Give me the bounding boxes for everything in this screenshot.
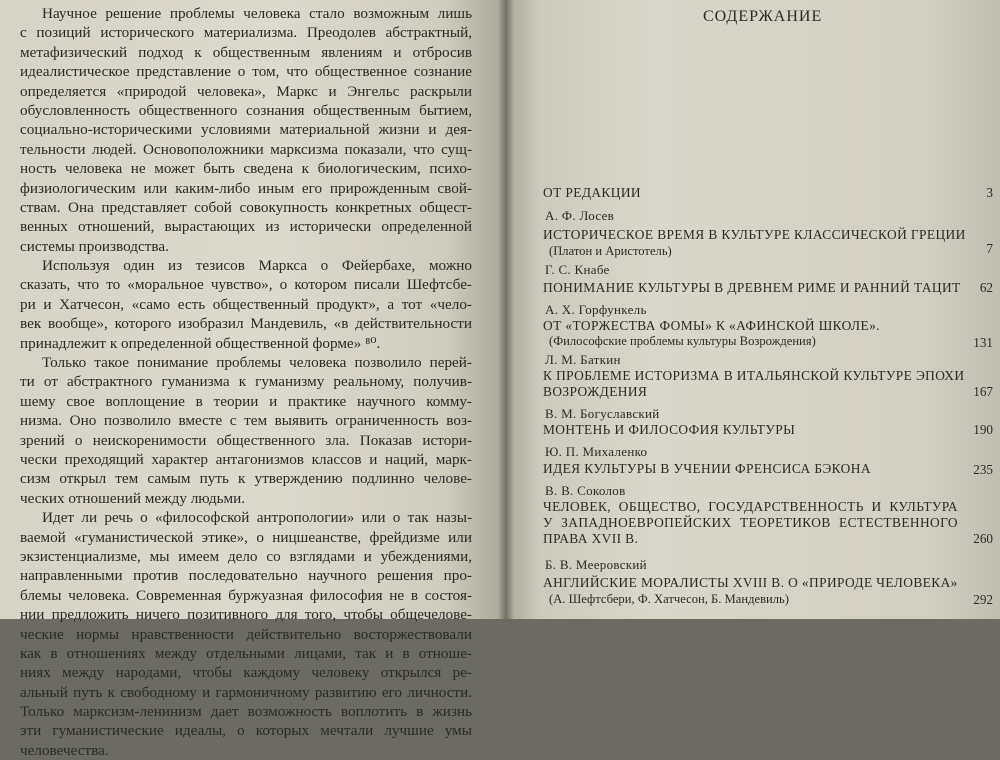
toc-author: Л. М. Баткин [545, 352, 621, 367]
toc-title: ИСТОРИЧЕСКОЕ ВРЕМЯ В КУЛЬТУРЕ КЛАССИЧЕСКОЙ ГРЕЦИИ [543, 227, 966, 242]
toc-title: ОТ РЕДАКЦИИ [543, 185, 641, 200]
text-line: системы производства. [20, 237, 169, 255]
text-line: Используя один из тезисов Маркса о Фейербахе, можно [42, 257, 472, 275]
text-line: ческих отношений между людьми. [20, 489, 246, 507]
text-line: Только марксизм-ленинизм дает возможность воплотить в жизнь [20, 703, 472, 721]
toc-author: В. М. Богуславский [545, 406, 660, 421]
text-line: блемы человека. Современная буржуазная философия не в состоя- [20, 586, 472, 604]
text-line: век вообще», которого изобразил Мандевиль, «в действительности [20, 315, 472, 333]
toc-subtitle: (А. Шефтсбери, Ф. Хатчесон, Б. Мандевиль) [549, 592, 789, 606]
text-line: низма. Оно позволило вместе с тем выявить ограниченность воз- [20, 412, 472, 430]
toc-page-number: 3 [986, 185, 993, 200]
toc-page-number: 167 [973, 384, 993, 399]
toc-title: ВОЗРОЖДЕНИЯ [543, 384, 648, 399]
text-line: ность человека не может быть сведена к биологическим, психо- [20, 160, 472, 178]
text-line: Идет ли речь о «философской антропологии» или о так назы- [42, 509, 472, 527]
toc-author: Ю. П. Михаленко [545, 444, 648, 459]
text-line: экзистенциализме, мы имеем дело со взглядами и убеждениями, [20, 547, 472, 565]
toc-title: АНГЛИЙСКИЕ МОРАЛИСТЫ XVIII В. О «ПРИРОДЕ ЧЕЛОВЕКА» [543, 575, 958, 590]
text-line: идеалистическое представление о том, что общественное сознание [20, 63, 472, 81]
text-line: ствам. Она представляет собой совокупность конкретных общест- [20, 198, 472, 216]
text-line: принадлежит к определенной общественной форме» ⁸⁰. [20, 334, 381, 352]
toc-author: А. Х. Горфункель [545, 302, 647, 317]
toc-title: ЧЕЛОВЕК, ОБЩЕСТВО, ГОСУДАРСТВЕННОСТЬ И КУЛЬТУРА [543, 499, 958, 514]
toc-page-number: 190 [973, 422, 993, 437]
toc-page-number: 235 [973, 462, 993, 477]
text-line: направленными против последовательно научного решения про- [20, 567, 472, 585]
text-line: зрений о неискоренимости общественного зла. Показав истори- [20, 431, 472, 449]
text-line: ваемой «гуманистической этике», о ницшеанстве, фрейдизме или [20, 528, 472, 546]
text-line: как в отношениях между отдельными лицами, так и в отноше- [20, 644, 472, 662]
text-line: венных отношений, вырастающих из исторически определенной [20, 218, 472, 236]
toc-title: К ПРОБЛЕМЕ ИСТОРИЗМА В ИТАЛЬЯНСКОЙ КУЛЬТУРЕ ЭПОХИ [543, 368, 965, 383]
text-line: альный путь к свободному и гармоничному развитию его личности. [20, 683, 472, 701]
toc-page-number: 131 [973, 335, 993, 350]
text-line: чески преходящий характер антагонизмов классов и наций, марк- [20, 450, 472, 468]
text-line: физиологическим или каким-либо иным его прирожденным свой- [20, 179, 472, 197]
toc-page-number: 62 [979, 280, 993, 295]
text-line: ческие нормы нравственности действительно восторжествовали [20, 625, 472, 643]
toc-title: МОНТЕНЬ И ФИЛОСОФИЯ КУЛЬТУРЫ [543, 422, 796, 437]
text-line: эти гуманистические идеалы, о которых мечтали лучшие умы [20, 722, 472, 740]
text-line: Только такое понимание проблемы человека позволило перей- [42, 354, 472, 372]
text-line: социально-историческими условиями материальной жизни и дея- [20, 121, 472, 139]
text-line: метафизический подход к общественным явлениям и отбросив [20, 43, 472, 61]
toc-subtitle: (Философские проблемы культуры Возрождения) [549, 334, 816, 348]
toc-author: В. В. Соколов [545, 483, 626, 498]
text-line: человечества. [20, 741, 109, 759]
toc-subtitle: (Платон и Аристотель) [549, 244, 672, 258]
toc-title: ПОНИМАНИЕ КУЛЬТУРЫ В ДРЕВНЕМ РИМЕ И РАННИЙ ТАЦИТ [543, 280, 961, 295]
text-line: обусловленность общественного сознания общественным бытием, [20, 101, 472, 119]
text-line: ниях между народами, чтобы каждому человеку открылся ре- [20, 664, 472, 682]
toc-title: ПРАВА XVII В. [543, 531, 639, 546]
toc-page-number: 292 [973, 592, 993, 607]
toc-page-number: 260 [973, 531, 993, 546]
body-text [20, 4, 472, 760]
text-line: Научное решение проблемы человека стало возможным лишь [42, 5, 472, 22]
toc-author: Г. С. Кнабе [545, 262, 610, 277]
text-line: шему свое воплощение в теории и практике научного комму- [20, 392, 472, 410]
toc-title: У ЗАПАДНОЕВРОПЕЙСКИХ ТЕОРЕТИКОВ ЕСТЕСТВЕННОГО [543, 515, 958, 530]
toc-page-number: 7 [986, 241, 993, 256]
text-line: с позиций исторического материализма. Преодолев абстрактный, [20, 24, 472, 42]
toc-title: ИДЕЯ КУЛЬТУРЫ В УЧЕНИИ ФРЕНСИСА БЭКОНА [543, 461, 871, 476]
text-line: ри и Хатчесон, «само есть общественный продукт», а тот «чело- [20, 295, 472, 313]
text-line: сказать, что то «моральное чувство», о котором писали Шефтсбе- [20, 276, 472, 294]
toc-author: А. Ф. Лосев [545, 208, 615, 223]
text-line: определяется «природой человека», Маркс и Энгельс раскрыли [20, 82, 472, 100]
text-line: сизм открыл тем самым путь к утверждению подлинно челове- [20, 470, 472, 488]
text-line: нии предложить ничего позитивного для того, чтобы общечелове- [20, 606, 472, 624]
right-page [505, 0, 1000, 619]
toc-heading: СОДЕРЖАНИЕ [703, 8, 823, 25]
book-gutter [498, 0, 514, 619]
text-line: тельности людей. Основоположники марксизма показали, что сущ- [20, 140, 472, 158]
toc-title: ОТ «ТОРЖЕСТВА ФОМЫ» К «АФИНСКОЙ ШКОЛЕ». [543, 318, 880, 333]
text-line: ти от абстрактного гуманизма к гуманизму реальному, получив- [20, 373, 472, 391]
toc-author: Б. В. Мееровский [545, 557, 647, 572]
